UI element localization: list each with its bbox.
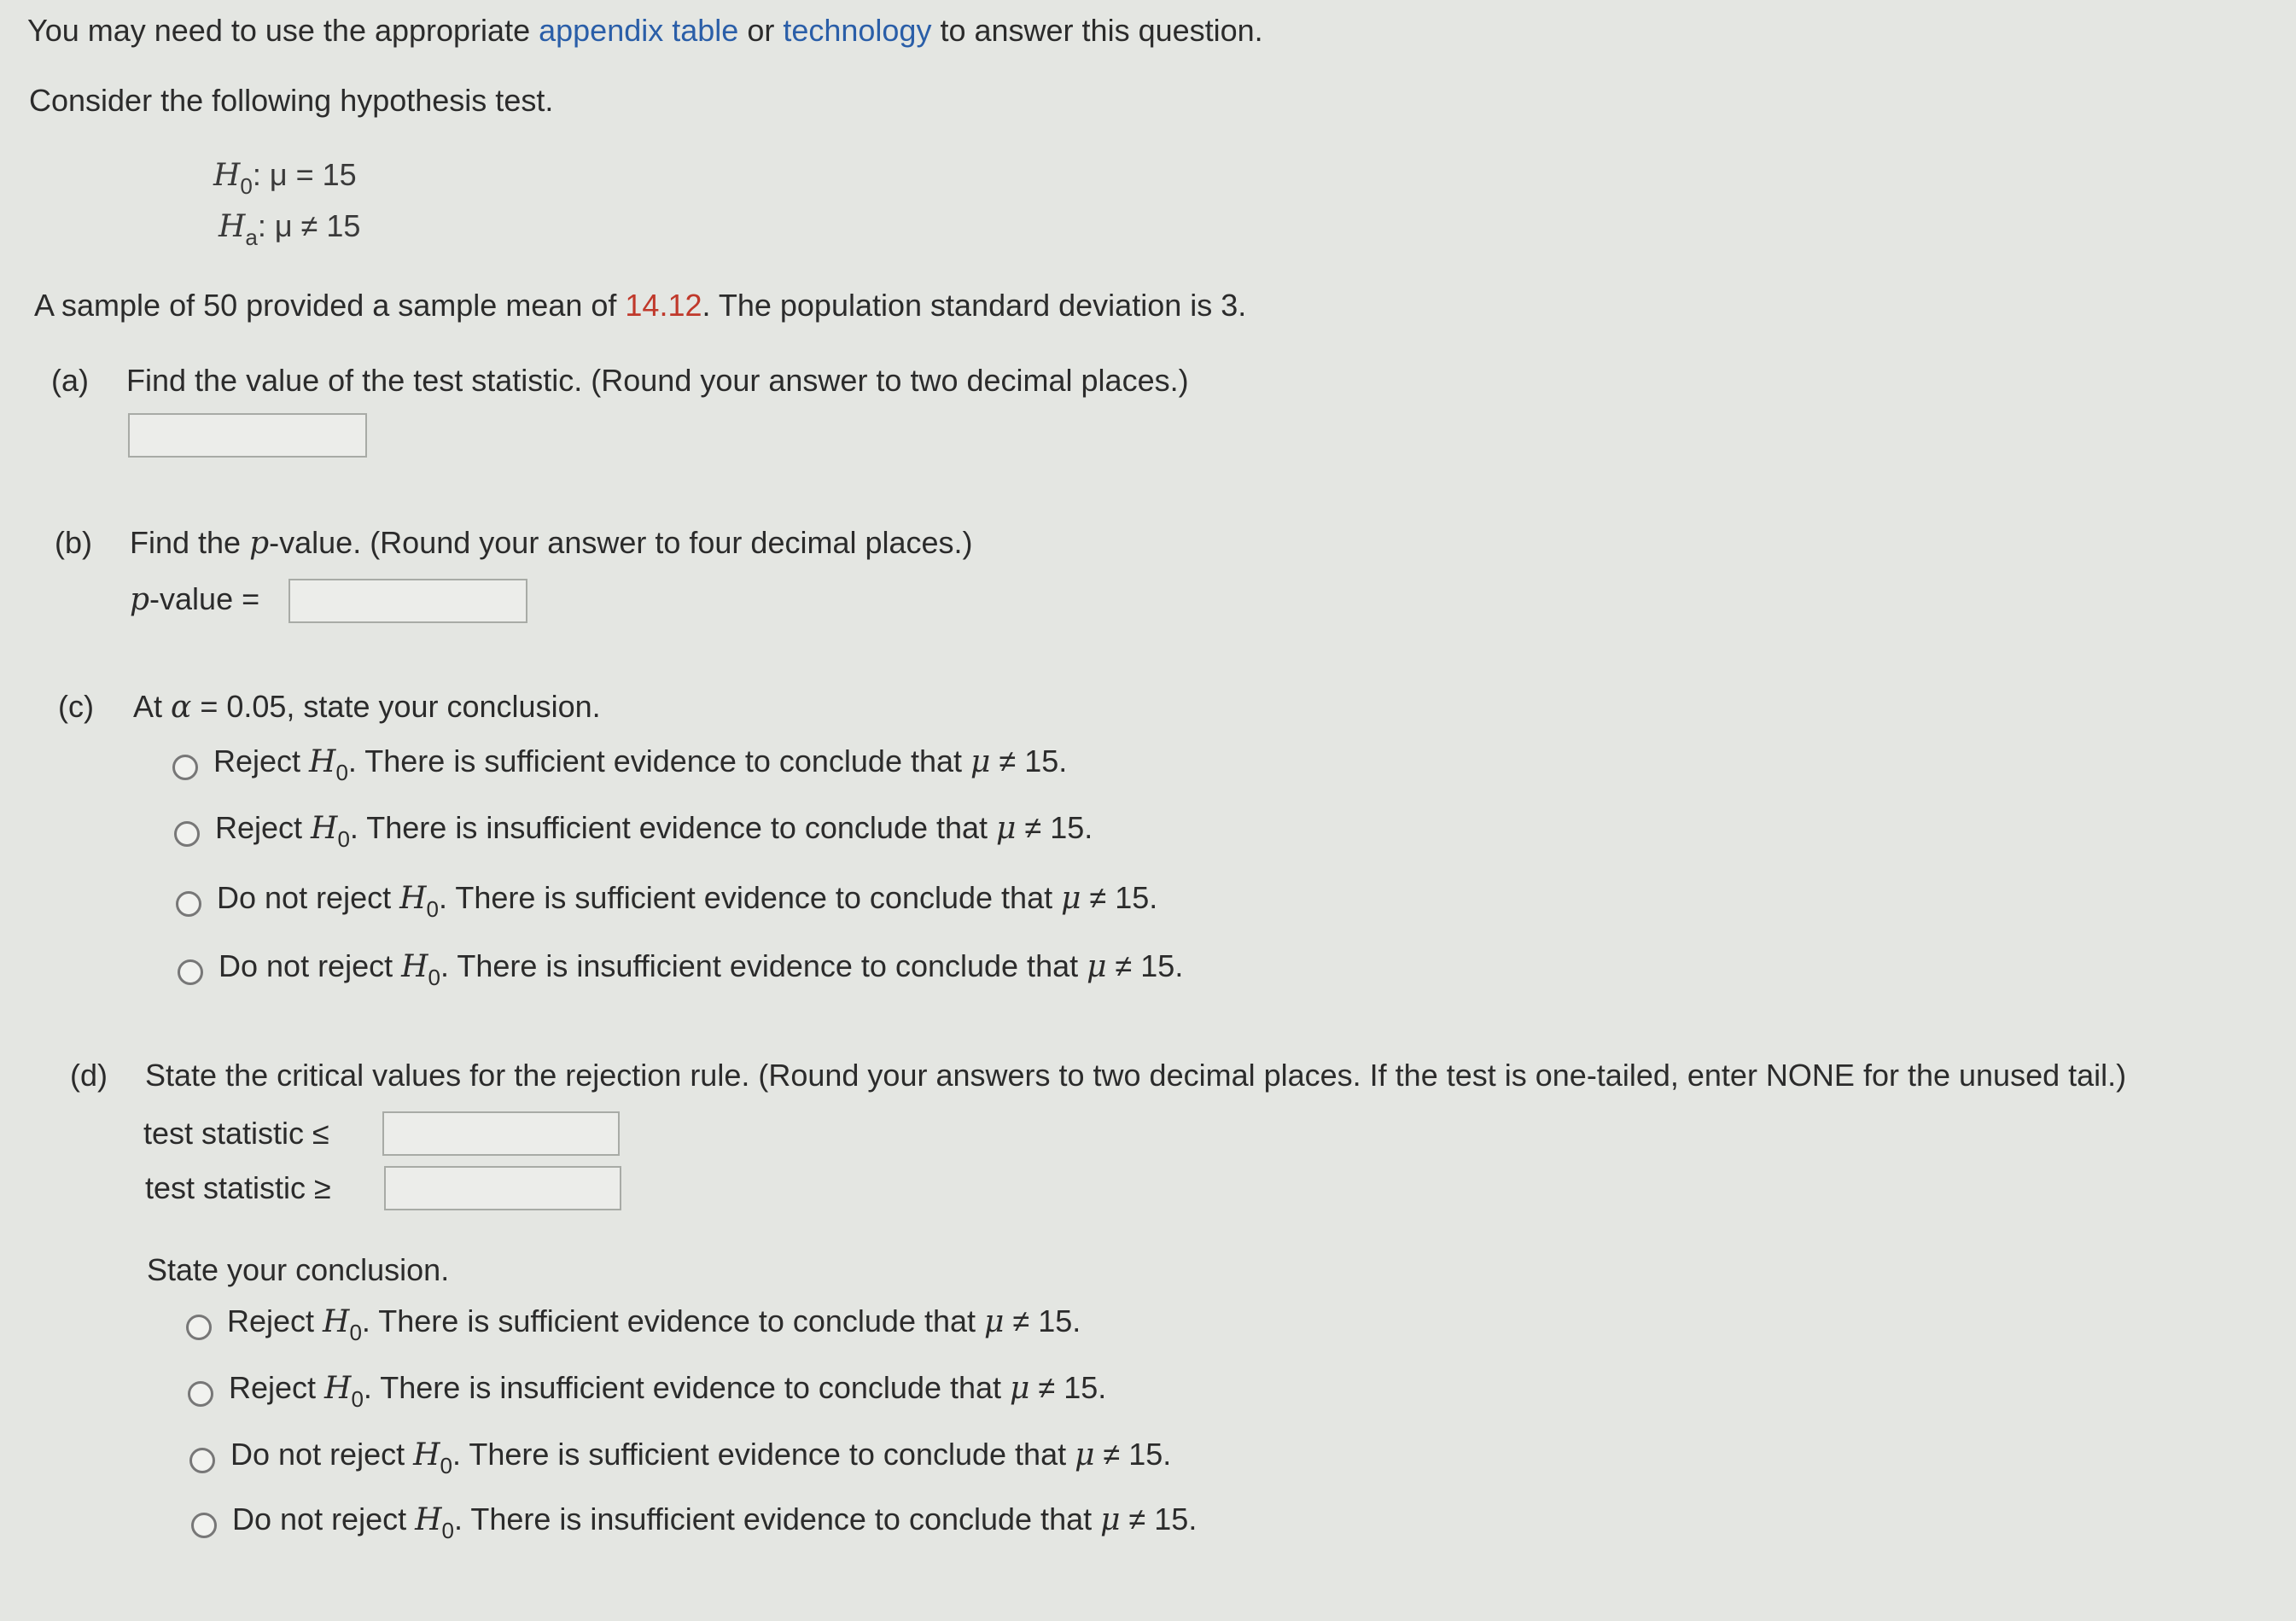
part-c-prompt xyxy=(58,688,601,726)
part-b-prompt xyxy=(55,524,973,563)
ha-subscript: a xyxy=(245,224,258,250)
p-value-label-text: -value = xyxy=(149,581,260,616)
radio-button[interactable] xyxy=(188,1381,213,1407)
part-d-option-1[interactable] xyxy=(186,1303,1081,1351)
sample-prefix: A sample of 50 provided a sample mean of xyxy=(34,288,626,323)
ha-relation: : μ ≠ 15 xyxy=(257,208,361,243)
p-value-input[interactable] xyxy=(288,579,527,623)
radio-button[interactable] xyxy=(191,1513,217,1538)
conclusion-prompt: State your conclusion. xyxy=(147,1252,450,1287)
h0-subscript: 0 xyxy=(240,173,253,199)
part-a-label: (a) xyxy=(51,363,89,398)
radio-button[interactable] xyxy=(189,1448,215,1473)
part-b-text-post: -value. (Round your answer to four decimal places.) xyxy=(269,525,973,560)
radio-button[interactable] xyxy=(172,755,198,780)
alternative-hypothesis xyxy=(219,208,360,251)
sample-mean-value: 14.12 xyxy=(625,288,702,323)
test-statistic-input[interactable] xyxy=(128,413,367,458)
option-text: Reject $H_0$. There is insufficient evidence to conclude that μ ≠ 15. xyxy=(229,1370,1107,1412)
instructions-prefix: You may need to use the appropriate xyxy=(27,13,539,48)
ha-symbol: H xyxy=(219,209,246,244)
p-value-p: p xyxy=(130,582,150,617)
sample-description xyxy=(34,287,1246,324)
part-b-label: (b) xyxy=(55,525,92,560)
radio-button[interactable] xyxy=(186,1315,212,1340)
part-a-text: Find the value of the test statistic. (Round your answer to two decimal places.) xyxy=(126,363,1189,398)
instructions-suffix: to answer this question. xyxy=(931,13,1263,48)
part-b-text-pre: Find the xyxy=(130,525,250,560)
option-text: Do not reject $H_0$. There is insufficient evidence to conclude that μ ≠ 15. xyxy=(219,948,1184,990)
sample-suffix: . The population standard deviation is 3. xyxy=(702,288,1247,323)
technology-link[interactable]: technology xyxy=(783,13,932,48)
part-c-option-1[interactable] xyxy=(172,743,1067,791)
option-text: Do not reject $H_0$. There is sufficient evidence to conclude that μ ≠ 15. xyxy=(217,880,1158,922)
consider-text: Consider the following hypothesis test. xyxy=(29,83,554,118)
radio-button[interactable] xyxy=(178,959,203,985)
part-a-prompt xyxy=(51,362,1189,399)
p-value-label xyxy=(130,580,259,619)
part-c-option-4[interactable] xyxy=(178,948,1183,996)
instructions-mid: or xyxy=(738,13,784,48)
option-text: Do not reject $H_0$. There is sufficient evidence to conclude that μ ≠ 15. xyxy=(230,1437,1172,1478)
part-d-option-2[interactable] xyxy=(188,1369,1106,1418)
radio-button[interactable] xyxy=(174,821,200,847)
part-c-text-pre: At xyxy=(133,689,172,724)
h0-symbol: H xyxy=(213,158,241,193)
h0-relation: : μ = 15 xyxy=(252,157,357,192)
appendix-table-link[interactable]: appendix table xyxy=(539,13,739,48)
part-c-label: (c) xyxy=(58,689,94,724)
option-text: Do not reject $H_0$. There is insufficient evidence to conclude that μ ≠ 15. xyxy=(232,1501,1198,1543)
upper-critical-label: test statistic ≥ xyxy=(145,1170,331,1205)
part-d-option-3[interactable] xyxy=(189,1436,1171,1484)
part-d-text: State the critical values for the rejection rule. (Round your answers to two decimal places. If the test is one-tailed, enter NONE for the unused tail.) xyxy=(145,1058,2127,1093)
option-text: Reject $H_0$. There is sufficient evidence to conclude that μ ≠ 15. xyxy=(213,743,1068,785)
part-d-prompt xyxy=(70,1057,2126,1094)
lower-critical-label: test statistic ≤ xyxy=(143,1116,329,1151)
part-b-p: p xyxy=(249,526,270,561)
radio-button[interactable] xyxy=(176,891,201,917)
part-d-option-4[interactable] xyxy=(191,1501,1197,1549)
alpha-symbol: α xyxy=(171,690,192,725)
part-c-text-post: = 0.05, state your conclusion. xyxy=(191,689,601,724)
null-hypothesis xyxy=(213,157,357,200)
instructions xyxy=(27,12,1263,50)
option-text: Reject $H_0$. There is insufficient evidence to conclude that μ ≠ 15. xyxy=(215,810,1093,852)
upper-critical-input[interactable] xyxy=(384,1166,621,1210)
part-d-label: (d) xyxy=(70,1058,108,1093)
lower-critical-input[interactable] xyxy=(382,1111,620,1156)
part-c-option-3[interactable] xyxy=(176,879,1157,928)
option-text: Reject $H_0$. There is sufficient evidence to conclude that μ ≠ 15. xyxy=(227,1303,1081,1345)
part-c-option-2[interactable] xyxy=(174,809,1093,858)
